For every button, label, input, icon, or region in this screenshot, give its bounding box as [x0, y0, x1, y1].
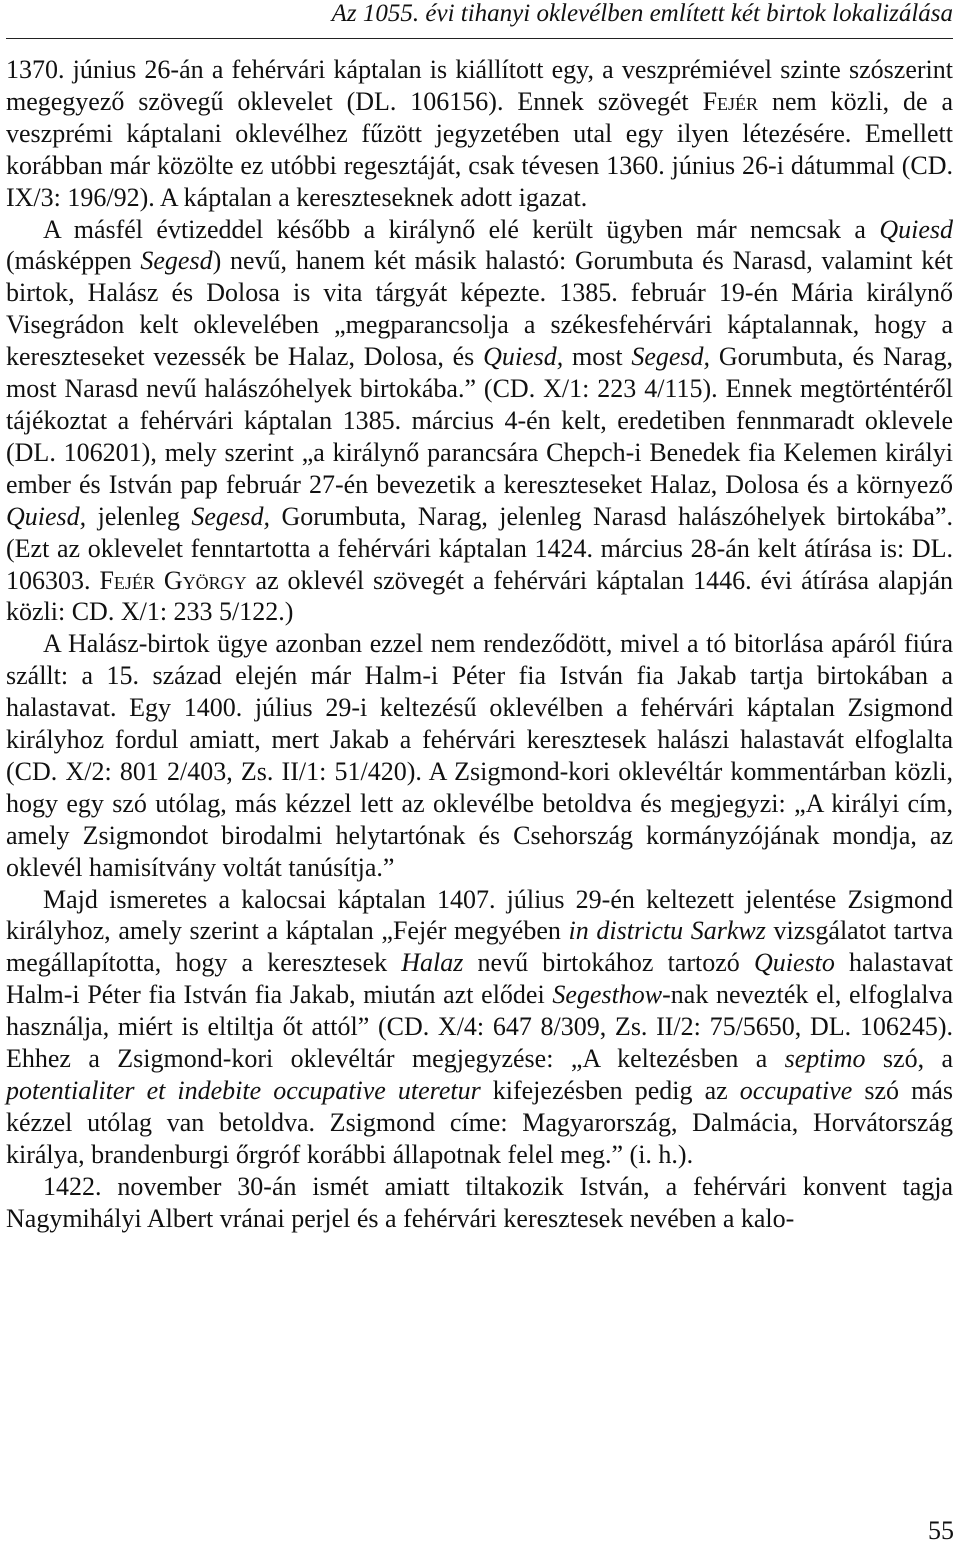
paragraph	[6, 884, 953, 1171]
italic-run: in districtu Sarkwz	[568, 916, 766, 946]
text-run: -nak nevezték el, elfoglalva használja, miért is eltiltja őt attól” (CD. X/4: 647 8/309, Zs. II/2: 75/5650, DL. 106245). Ehhez a Zsigmond-kori oklevéltár megjegyzése: „A keltezésben a	[6, 980, 953, 1074]
text-run: ) nevű, hanem két másik halastó: Gorumbuta és Narasd, valamint két birtok, Halász és Dolosa is vita tárgyát képezte. 1385. február 19-én Mária királynő Visegrádon kelt oklevelében „megparancsolja a székesfehérvári káptalannak, hogy a kereszteseket vezessék be Halaz, Dolosa, és	[6, 246, 953, 372]
text-run: nem közli, de a veszprémi káptalani oklevélhez fűzött jegyzetében utal egy ilyen létezésére. Emellett korábban már közölte ez utóbbi regesztáját, csak tévesen 1360. június 26-i dátummal (CD. IX/3: 196/92). A káptalan a kereszteseknek adott igazat.	[6, 86, 953, 212]
text-run: jelenleg	[86, 501, 192, 531]
italic-run: Quiesd	[879, 214, 953, 244]
text-run: most	[563, 342, 632, 372]
text-run: vizsgálatot tartva megállapította, hogy a keresztesek	[6, 916, 953, 978]
italic-run: occupative	[739, 1076, 853, 1105]
text-run: (másképpen	[6, 246, 141, 276]
paragraph	[6, 54, 953, 214]
italic-run: Segesd,	[191, 501, 271, 531]
italic-run: potentialiter et indebite occupative uteretur	[6, 1076, 481, 1105]
paragraph	[6, 1171, 953, 1235]
running-header-title: Az 1055. évi tihanyi oklevélben említett két birtok lokalizálása	[331, 0, 953, 27]
text-run: A Halász-birtok ügye azonban ezzel nem rendeződött, mivel a tó bitorlása apáról fiúra szállt: a 15. század elején már Halm-i Péter fia István fia Jakab tartja birtokában a halastavat. Egy 1400. július 29-i keltezésű oklevélben a fehérvári káptalan Zsigmond királyhoz fordul amiatt, mert Jakab a fehérvári keresztesek halászi halastavát elfoglalta (CD. X/2: 801 2/403, Zs. II/1: 51/420). A Zsigmond-kori oklevéltár kommentárban közli, hogy egy szó utólag, más kézzel lett az oklevélbe betoldva és megjegyzi: „A királyi cím, amely Zsigmondot birodalmi helytartónak és Csehország kormányzójának mondja, az oklevél hamisítvány voltát tanúsítja.”	[6, 629, 953, 882]
text-run: halastavat Halm-i Péter fia István fia Jakab, miután azt elődei	[6, 948, 953, 1010]
italic-run: Halaz	[401, 948, 464, 978]
running-header	[6, 0, 953, 39]
text-run: az oklevél szövegét a fehérvári káptalan 1446. évi átírása alapján közli: CD. X/1: 233 5/122.)	[6, 565, 954, 627]
italic-run: septimo	[784, 1044, 866, 1074]
text-run: A másfél évtizeddel később a királynő elé került ügyben már nemcsak a	[43, 214, 880, 244]
italic-run: Segesthow	[552, 980, 663, 1010]
text-run: Gorumbuta, és Narag, most Narasd nevű halászóhelyek birtokába.” (CD. X/1: 223 4/115). Ennek megtörténtéről tájékoztat a fehérvári káptalan 1385. március 4-én kelt, eredetiben fennmaradt oklevele (DL. 106201), mely szerint „a királynő parancsára Chepch-i Benedek fia Kelemen királyi ember és István pap február 27-én bevezetik a kereszteseket Halaz, Dolosa és a környező	[6, 342, 953, 499]
body-text	[6, 54, 953, 1235]
text-run: szó, a	[865, 1044, 953, 1074]
text-run: Majd ismeretes a kalocsai káptalan 1407. július 29-én keltezett jelentése Zsigmond királyhoz, amely szerint a káptalan „Fejér megyében	[6, 884, 953, 946]
text-run: 1370. június 26-án a fehérvári káptalan is kiállított egy, a veszprémiével szinte szószerint megegyező szövegű oklevelet (DL. 106156). Ennek szövegét	[6, 55, 953, 116]
italic-run: Quiesd,	[6, 501, 87, 531]
paragraph	[6, 628, 953, 883]
italic-run: Quiesto	[753, 948, 835, 978]
paragraph	[6, 214, 953, 629]
text-run: kifejezésben pedig az	[480, 1076, 740, 1105]
italic-run: Segesd,	[631, 342, 711, 372]
text-run: 1422. november 30-án ismét amiatt tiltakozik István, a fehérvári konvent tagja Nagymihályi Albert vránai perjel és a fehérvári keresztesek nevében a kalo-	[6, 1171, 953, 1233]
italic-run: Segesd	[140, 246, 213, 276]
italic-run: Quiesd,	[483, 342, 564, 372]
page-number: 55	[928, 1516, 954, 1545]
small-caps-run: Fejér	[702, 86, 759, 116]
text-run: nevű birtokához tartozó	[463, 948, 754, 978]
text-run: Gorumbuta, Narag, jelenleg Narasd halászóhelyek birtokába”. (Ezt az oklevelet fenntartotta a fehérvári káptalan 1424. március 28-án kelt átírása is: DL. 106303.	[6, 501, 953, 595]
text-run: szó más kézzel utólag van betoldva. Zsigmond címe: Magyarország, Dalmácia, Horvátország királya, brandenburgi őrgróf korábbi állapotnak felel meg.” (i. h.).	[6, 1076, 953, 1169]
small-caps-run: Fejér György	[99, 565, 247, 595]
